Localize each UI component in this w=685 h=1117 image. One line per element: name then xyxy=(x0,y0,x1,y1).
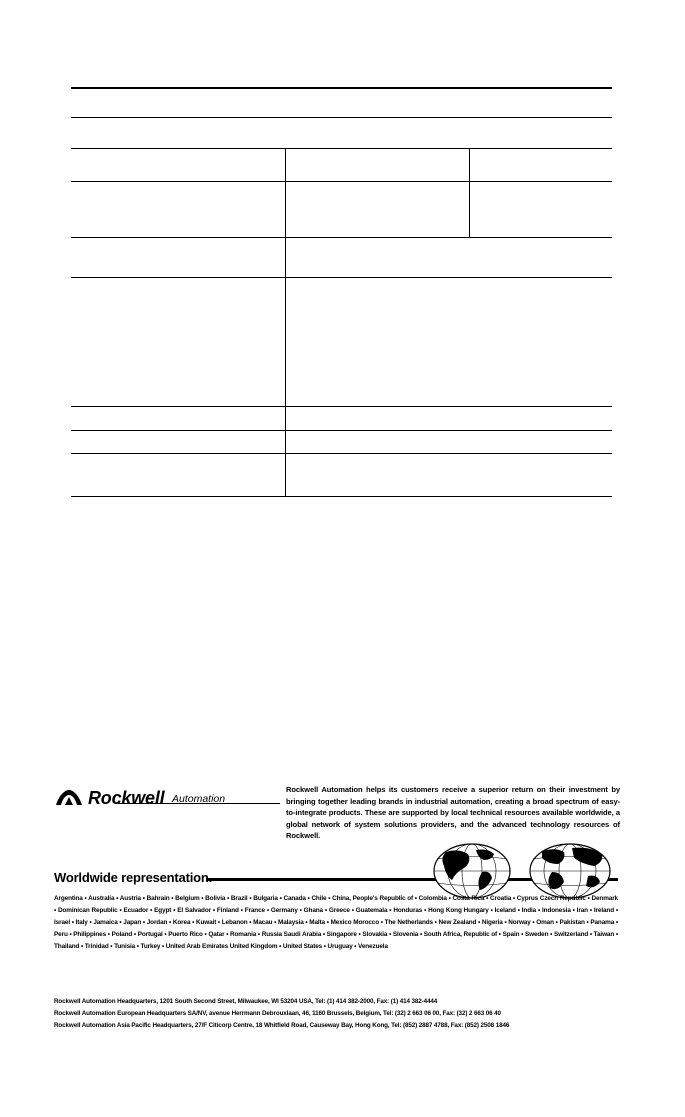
table-rule xyxy=(71,277,612,278)
rockwell-emblem-icon xyxy=(54,789,84,807)
table-column-divider xyxy=(285,148,286,496)
company-blurb: Rockwell Automation helps its customers receive a superior return on their investment by bringing together leading brands in industrial automation, creating a broad spectrum of easy-to-integrate products. These are supported by local technical resources available worldwide, a global network of system solutions providers, and the advanced technology resources of Rockwell. xyxy=(286,785,620,840)
worldwide-title: Worldwide representation. xyxy=(54,870,213,885)
hq-line: Rockwell Automation European Headquarters SA/NV, avenue Herrmann Debrouxlaan, 46, 1160 Brussels, Belgium, Tel: (32) 2 663 06 00, Fax: (32) 2 663 06 40 xyxy=(54,1009,501,1017)
table-bottom-rule xyxy=(71,496,612,497)
brand-subtitle: Automation xyxy=(172,793,226,805)
table-rule xyxy=(71,406,612,407)
table-rule xyxy=(71,237,612,238)
brand-underline xyxy=(118,803,280,804)
brand-name: Rockwell xyxy=(88,788,165,808)
table-rule xyxy=(71,453,612,454)
countries-list: Argentina • Australia • Austria • Bahrain • Belgium • Bolivia • Brazil • Bulgaria • Canada • Chile • China, People's Republic of • Colombia • Costa Rica • Croatia • Cyprus Czech Republic • Denmark • Dominican Republic • Ecuador • Egypt • El Salvador • Finland • France • Germany • Ghana • Greece • Guatemala • Honduras • Hong Kong Hungary • Iceland • India • Indonesia • Iran • Ireland • Israel • Italy • Jamaica • Japan • Jordan • Korea • Kuwait • Lebanon • Macau • Malaysia • Malta • Mexico Morocco • The Netherlands • New Zealand • Nigeria • Norway • Oman • Pakistan • Panama • Peru • Philippines • Poland • Portugal • Puerto Rico • Qatar • Romania • Russia Saudi Arabia • Singapore • Slovakia • Slovenia • South Africa, Republic of • Spain • Sweden • Switzerland • Taiwan • Thailand • Trinidad • Tunisia • Turkey • United Arab Emirates United Kingdom • United States • Uruguay • Venezuela xyxy=(54,895,618,950)
headquarters-list xyxy=(54,996,618,1031)
rockwell-logo xyxy=(54,787,284,811)
table-top-rule xyxy=(71,87,612,89)
table-column-divider xyxy=(469,148,470,237)
globes-icon xyxy=(432,842,612,900)
hq-line: Rockwell Automation Headquarters, 1201 South Second Street, Milwaukee, WI 53204 USA, Tel: (1) 414 382-2000, Fax: (1) 414 382-4444 xyxy=(54,998,438,1005)
table-rule xyxy=(71,148,612,149)
table-rule xyxy=(71,117,612,118)
table-rule xyxy=(71,181,612,182)
hq-line: Rockwell Automation Asia Pacific Headquarters, 27/F Citicorp Centre, 18 Whitfield Road, Causeway Bay, Hong Kong, Tel: (852) 2887 4788, Fax: (852) 2508 1846 xyxy=(54,1021,510,1029)
table-rule xyxy=(71,430,612,431)
